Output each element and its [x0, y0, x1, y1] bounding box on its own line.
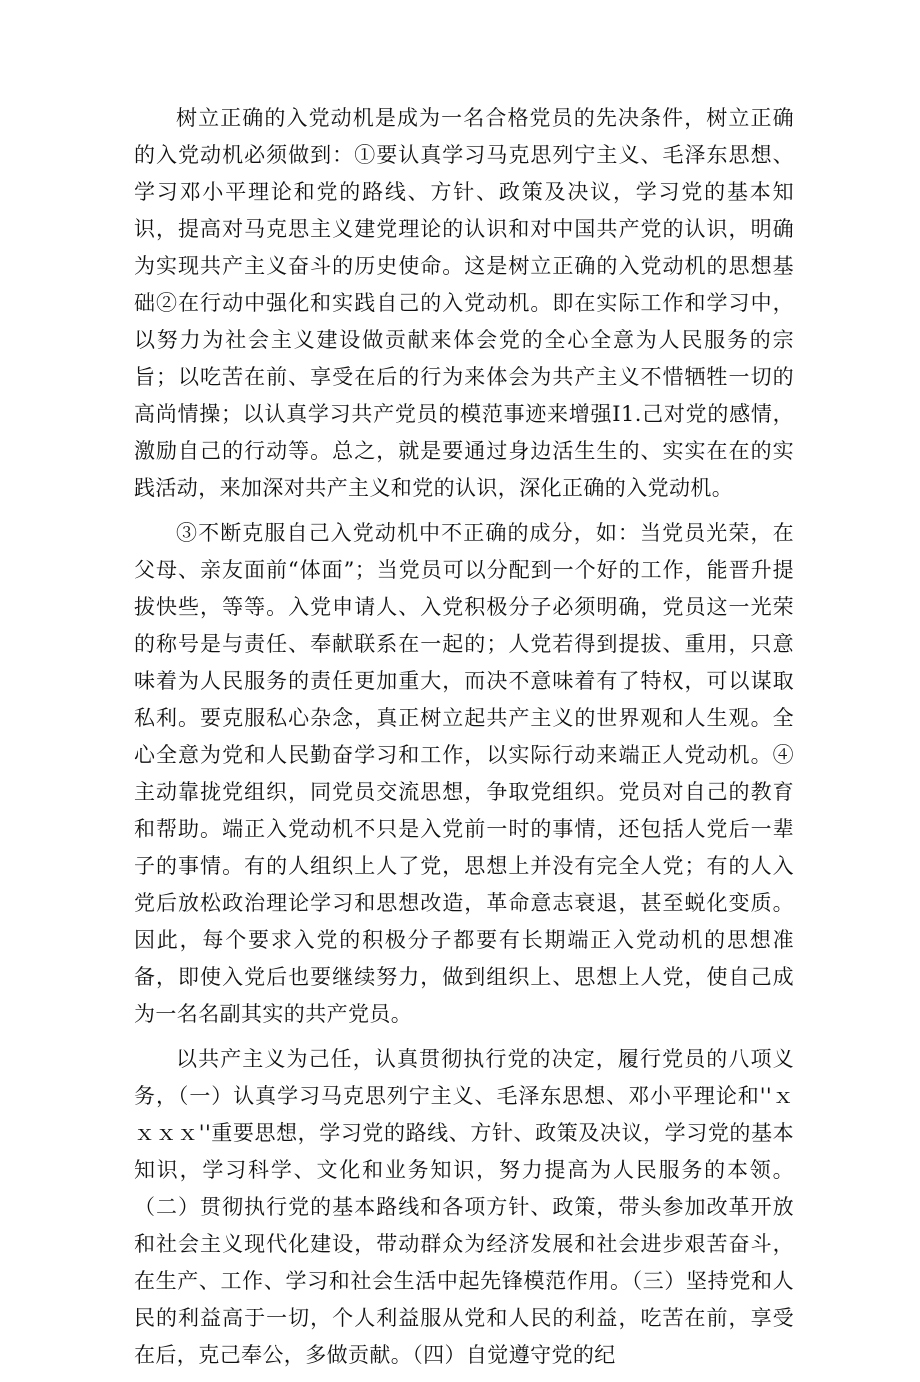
paragraph-1: 树立正确的入党动机是成为一名合格党员的先决条件，树立正确的入党动机必须做到：①要认真学习马克思列宁主义、毛泽东思想、学习邓小平理论和党的路线、方针、政策及决议，学习党的基本知识，提高对马克思主义建党理论的认识和对中国共产党的认识，明确为实现共产主义奋斗的历史使命。这是树立正确的入党动机的思想基础②在行动中强化和实践自己的入党动机。即在实际工作和学习中，以努力为社会主义建设做贡献来体会党的全心全意为人民服务的宗旨；以吃苦在前、享受在后的行为来体会为共产主义不惜牺牲一切的高尚情操；以认真学习共产党员的模范事迹来增强I1.己对党的感情，激励自己的行动等。总之，就是要通过身边活生生的、实实在在的实践活动，来加深对共产主义和党的认识，深化正确的入党动机。 [134, 106, 794, 500]
paragraph-3: 以共产主义为己任，认真贯彻执行党的决定，履行党员的八项义务，（一）认真学习马克思列宁主义、毛泽东思想、邓小平理论和''ｘｘｘｘ''重要思想，学习党的路线、方针、政策及决议，学习党的基本知识，学习科学、文化和业务知识，努力提高为人民服务的本领。（二）贯彻执行党的基本路线和各项方针、政策，带头参加改革开放和社会主义现代化建设，带动群众为经济发展和社会进步艰苦奋斗，在生产、工作、学习和社会生活中起先锋模范作用。（三）坚持党和人民的利益高于一切，个人利益服从党和人民的利益，吃苦在前，享受在后，克己奉公，多做贡献。（四）自觉遵守党的纪 [134, 1047, 794, 1367]
document-body [134, 100, 794, 1382]
paragraph-2: ③不断克服自己入党动机中不正确的成分，如：当党员光荣，在父母、亲友面前“体面”；当党员可以分配到一个好的工作，能晋升提拔快些，等等。入党申请人、入党积极分子必须明确，党员这一光荣的称号是与责任、奉献联系在一起的；人党若得到提拔、重用，只意味着为人民服务的责任更加重大，而决不意味着有了特权，可以谋取私利。要克服私心杂念，真正树立起共产主义的世界观和人生观。全心全意为党和人民勤奋学习和工作，以实际行动来端正人党动机。④主动靠拢党组织，同党员交流思想，争取党组织。党员对自己的教育和帮助。端正入党动机不只是入党前一时的事情，还包括人党后一辈子的事情。有的人组织上人了党，思想上并没有完全人党；有的人入党后放松政治理论学习和思想改造，革命意志衰退，甚至蜕化变质。因此，每个要求入党的积极分子都要有长期端正入党动机的思想准备，即使入党后也要继续努力，做到组织上、思想上人党，使自己成为一名名副其实的共产党员。 [134, 521, 794, 1026]
